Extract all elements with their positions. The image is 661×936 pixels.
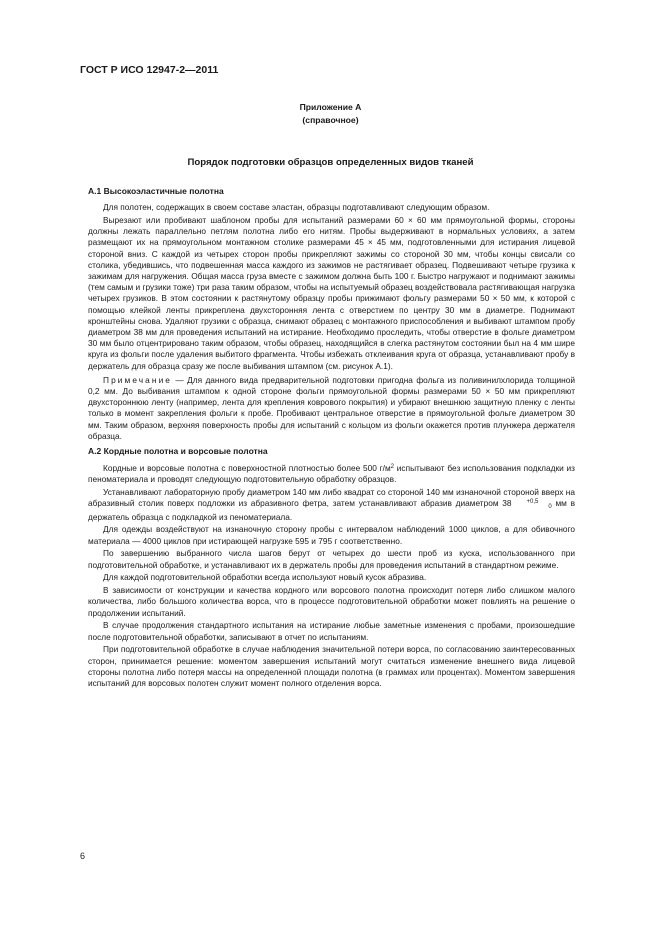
tolerance-upper: +0,5 xyxy=(526,499,539,506)
section-a1-paragraph-2: Вырезают или пробивают шаблоном пробы для испытаний размерами 60 × 60 мм прямоугольной формы, стороны должны лежать параллельно петлям полотна либо его нитям. Пробы выдерживают в нормальных условиях, а затем размещают их на прямоугольном монтажном столике размерами 45 × 45 мм, подготовленными для истирания лицевой стороной вниз. С каждой из четырех сторон пробы прикрепляют зажимы со стороной 30 мм, чтобы концы свисали со столика, убедившись, что подвешенная масса каждого из зажимов не растягивает образец. Подвешивают четыре грузика к зажимам для нагружения. Общая масса груза вместе с зажимом должна быть 100 г. Быстро нагружают и поднимают зажимы (тем самым и грузики тоже) три раза таким образом, чтобы на испытуемый образец воздействовала растягивающая нагрузка четырех грузиков. В этом состоянии к растянутому образцу пробы прижимают фольгу размерами 50 × 50 мм, к которой с помощью клейкой ленты прикреплена двухсторонняя лента с отверстием по центру 30 мм в диаметре. Поднимают кронштейны снова. Удаляют грузики с образца, снимают образец с монтажного приспособления и выбивают штампом пробу диаметром 38 мм для проведения испытаний на истирание. Необходимо проследить, чтобы отверстие в фольге диаметром 30 мм было отцентрировано таким образом, чтобы образец, находящийся в слегка растянутом состоянии был на 4 мм шире круга из фольги после удаления выбитого фрагмента. Чтобы избежать отклеивания круга от образца, устанавливают пробу в держатель для образца сразу же после выбивания штампом (см. рисунок А.1). xyxy=(88,215,576,371)
annex-caption xyxy=(0,101,661,127)
section-a2-paragraph-5: Для каждой подготовительной обработки всегда используют новый кусок абразива. xyxy=(103,572,427,583)
p1-text-start: Кордные и ворсовые полотна с поверхностной плотностью более 500 г/м xyxy=(103,463,391,474)
standard-header: ГОСТ Р ИСО 12947-2—2011 xyxy=(80,64,219,76)
section-a1-note xyxy=(88,375,575,442)
p2-text-end: мм в держатель образца с подкладкой из пенoматериала. xyxy=(88,498,575,522)
tolerance-lower: 0 xyxy=(548,504,552,511)
note-text: — Для данного вида предварительной подготовки пригодна фольга из поливинилхлорида толщиной 0,2 мм. До выбивания штампом к одной стороне фольги прямоугольной формы размерами 50 × 50 мм прикрепляют двухстороннюю ленту (например, лента для крепления коврового покрытия) и убирают внешнюю защитную пленку с ленты только в момент закрепления фольги к пробе. Пробивают центральное отверстие в прямоугольной фольге диаметром 30 мм. Таким образом, верхняя поверхность пробы для испытаний с кольцом из фольги окажется против плунжера держателя образца. xyxy=(88,374,575,441)
section-a2-paragraph-2 xyxy=(88,487,575,523)
section-a1-heading: А.1 Высокоэластичные полотна xyxy=(88,186,224,196)
tolerance-scripts xyxy=(512,498,539,511)
annex-kind: (справочное) xyxy=(302,115,359,125)
unit-superscript: 2 xyxy=(390,464,394,471)
section-a2-paragraph-4: По завершению выбранного числа шагов берут от четырех до шести проб из куска, использованного при подготовительной обработке, и устанавливают их в держатель пробы для проведения испытаний в стандартном режиме. xyxy=(88,548,575,570)
section-a2-paragraph-1 xyxy=(88,462,575,485)
annex-main-title: Порядок подготовки образцов определенных видов тканей xyxy=(187,157,474,168)
p2-text-start: Устанавливают лабораторную пробу диаметром 140 мм либо квадрат со стороной 140 мм изнаночной стороной вверх на абразивный столик поверх подложки из абразивного фетра, затем устанавливают абразив диаметром 38 xyxy=(88,487,575,509)
note-label: Примечание xyxy=(103,374,173,385)
section-a2-paragraph-6: В зависимости от конструкции и качества кордного или ворсового полотна происходит потеря либо слишком малого количества, либо большого количества ворса, что в процессе подготовительной обработки может повлиять на решение о продолжении испытаний. xyxy=(88,585,575,618)
section-a1-paragraph-1: Для полотен, содержащих в своем составе эластан, образцы подготавливают следующим образом. xyxy=(103,202,490,213)
annex-title: Приложение А xyxy=(299,102,362,112)
p1-text-end: испытывают без использования подкладки из пенoматериала и проводят следующую подготовительную обработку образцов. xyxy=(88,463,575,485)
section-a2-heading: А.2 Кордные полотна и ворсовые полотна xyxy=(88,446,268,457)
annex-body xyxy=(88,186,575,691)
page-number: 6 xyxy=(80,851,86,861)
tolerance-lower-wrap xyxy=(538,498,551,511)
section-a2-paragraph-8: При подготовительной обработке в случае наблюдения значительной потери ворса, по согласованию заинтересованных сторон, принимается решение: моментом завершения испытаний могут считаться изменение внешнего вида лицевой стороны полотна либо потеря массы на определенной площади полотна (в граммах или процентах). Моментом завершения испытаний для ворсовых полотен служит момент полного отделения ворса. xyxy=(88,644,575,689)
section-a2-paragraph-7: В случае продолжения стандартного испытания на истирание любые заметные изменения с пробами, произошедшие после подготовительной обработки, записывают в отчет по испытаниям. xyxy=(88,620,575,642)
section-a2-paragraph-3: Для одежды воздействуют на изнаночную сторону пробы с интервалом наблюдений 1000 циклов, а для обивочного материала — 4000 циклов при истирающей нагрузке 595 и 795 г соответственно. xyxy=(88,524,575,546)
